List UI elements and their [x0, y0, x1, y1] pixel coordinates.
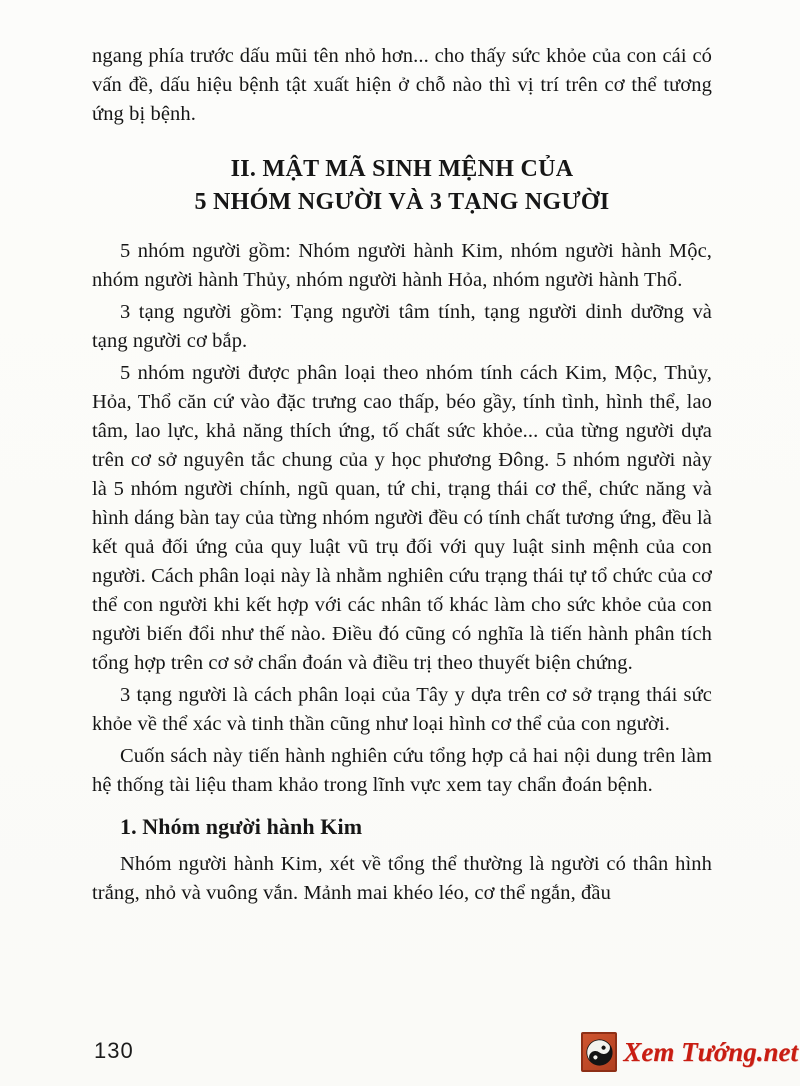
- subsection-heading: 1. Nhóm người hành Kim: [120, 814, 363, 839]
- section-heading-line1: II. MẬT MÃ SINH MỆNH CỦA: [230, 156, 574, 182]
- section-heading: [92, 153, 712, 219]
- paragraph: 3 tạng người là cách phân loại của Tây y dựa trên cơ sở trạng thái sức khỏe về thể xác và tinh thần cũng như loại hình cơ thể của con người.: [92, 684, 712, 735]
- subsection-paragraph: Nhóm người hành Kim, xét về tổng thể thường là người có thân hình trắng, nhỏ và vuông vắn. Mảnh mai khéo léo, cơ thể ngắn, đầu: [92, 853, 712, 904]
- paragraph: 5 nhóm người được phân loại theo nhóm tính cách Kim, Mộc, Thủy, Hỏa, Thổ căn cứ vào đặc trưng cao thấp, béo gầy, tính tình, hình thể, lao tâm, lao lực, khả năng thích ứng, tố chất sức khỏe... của từng người dựa trên cơ sở nguyên tắc chung của y học phương Đông. 5 nhóm người này là 5 nhóm người chính, ngũ quan, tứ chi, trạng thái cơ thể, chức năng và hình dáng bàn tay của từng nhóm người đều có tính chất tương ứng, đều là kết quả đối ứng của quy luật vũ trụ đối với quy luật sinh mệnh của con người. Cách phân loại này là nhằm nghiên cứu trạng thái tự tổ chức của cơ thể con người khi kết hợp với các nhân tố khác làm cho sức khỏe của con người biến đổi như thế nào. Điều đó cũng có nghĩa là tiến hành phân tích tổng hợp trên cơ sở chẩn đoán và điều trị theo thuyết biện chứng.: [92, 362, 712, 674]
- page-content: [92, 42, 712, 908]
- page-footer: [0, 1030, 800, 1076]
- yin-yang-icon: [581, 1032, 617, 1072]
- watermark-site-name: Xem Tướng.net: [623, 1036, 798, 1067]
- page-number: 130: [94, 1038, 134, 1063]
- site-watermark: [581, 1032, 798, 1072]
- paragraph: 5 nhóm người gồm: Nhóm người hành Kim, nhóm người hành Mộc, nhóm người hành Thủy, nhóm người hành Hỏa, nhóm người hành Thổ.: [92, 240, 712, 291]
- paragraph: Cuốn sách này tiến hành nghiên cứu tổng hợp cả hai nội dung trên làm hệ thống tài liệu tham khảo trong lĩnh vực xem tay chẩn đoán bệnh.: [92, 745, 712, 796]
- paragraph: 3 tạng người gồm: Tạng người tâm tính, tạng người dinh dưỡng và tạng người cơ bắp.: [92, 301, 712, 352]
- intro-paragraph: ngang phía trước dấu mũi tên nhỏ hơn... cho thấy sức khỏe của con cái có vấn đề, dấu hiệu bệnh tật xuất hiện ở chỗ nào thì vị trí trên cơ thể tương ứng bị bệnh.: [92, 45, 712, 125]
- section-heading-line2: 5 NHÓM NGƯỜI VÀ 3 TẠNG NGƯỜI: [194, 189, 610, 215]
